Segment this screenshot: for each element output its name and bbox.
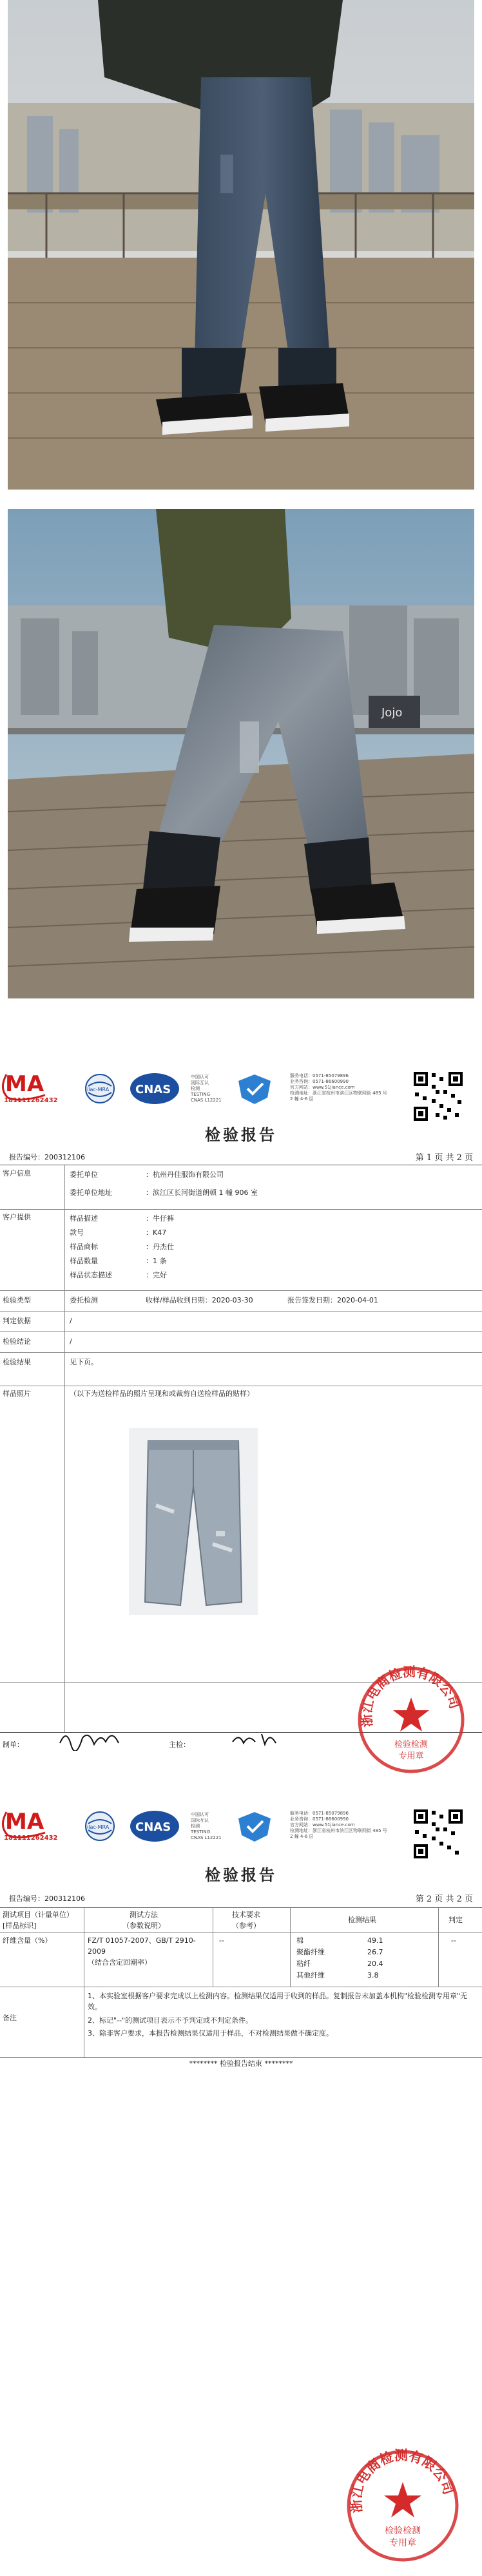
qr-code[interactable] [412, 1808, 464, 1860]
style-label: 款号 [70, 1228, 84, 1237]
checker-signature [229, 1728, 287, 1750]
inspection-seal-2 [342, 2445, 464, 2567]
contact-line: 检测地址：浙江省杭州市滨江区物联网街 485 号 [290, 1091, 387, 1096]
test-type-label: 检验类型 [3, 1296, 31, 1304]
page-indicator: 第 2 页 共 2 页 [415, 1894, 473, 1904]
report-number-value: 200312106 [44, 1894, 85, 1903]
contact-line: 2 幢 4-6 层 [290, 1096, 314, 1102]
judgement: -- [451, 1936, 456, 1945]
cnas-icon [129, 1809, 187, 1844]
fiber-name: 棉 [296, 1936, 304, 1945]
svg-text:ilac-MRA: ilac-MRA [87, 1824, 110, 1830]
brand-label: 样品商标 [70, 1243, 98, 1251]
basis-row [0, 1311, 482, 1332]
ilac-mra-icon [81, 1073, 119, 1105]
sample-info-row [0, 1209, 482, 1291]
received-value: 2020-03-30 [211, 1296, 253, 1304]
client-info-row [0, 1165, 482, 1210]
result-row [0, 1352, 482, 1386]
contact-line: 检测地址：浙江省杭州市滨江区物联网街 485 号 [290, 1828, 387, 1833]
style-value: ：K47 [146, 1228, 167, 1237]
conclusion-label: 检验结论 [3, 1337, 31, 1346]
issued-date [287, 1295, 378, 1306]
cnas-caption: 中国认可 国际互认 检测 TESTING CNAS L12221 [191, 1812, 222, 1840]
report-number [9, 1152, 85, 1162]
contact-info [290, 1073, 387, 1102]
note-item: 1、本实验室根据客户要求完成以上检测内容。检测结果仅适用于收到的样品。复制报告未加盖本机构"检验检测专用章"无效。 [88, 1992, 468, 2011]
issued-value: 2020-04-01 [337, 1296, 378, 1304]
note-item: 2、标记"--"的测试项目表示不予判定或不判定条件。 [88, 2016, 253, 2025]
fiber-value: 49.1 [367, 1936, 383, 1945]
report-title: 检验报告 [205, 1126, 277, 1144]
report-page-1 [0, 1069, 482, 1749]
test-item: 纤维含量（%） [3, 1936, 52, 1945]
seal-ring-text: 浙江电商检测有限公司 [358, 1664, 463, 1728]
report-number [9, 1893, 85, 1903]
conclusion-row [0, 1331, 482, 1353]
fiber-value: 20.4 [367, 1960, 383, 1968]
notes-row [0, 1987, 482, 2057]
ilac-mra-icon [81, 1811, 119, 1843]
sample-jeans-photo [129, 1428, 258, 1615]
header-method: 测试方法 （参数说明） [122, 1911, 165, 1930]
test-type-row [0, 1290, 482, 1312]
svg-text:专用章: 专用章 [389, 2538, 416, 2548]
photo-note: （以下为送检样品的照片呈现和或裁剪自送检样品的贴样） [70, 1389, 254, 1398]
test-requirement: -- [219, 1936, 224, 1945]
contact-line: 业务咨询：0571-86600990 [290, 1079, 349, 1084]
result-value: 见下页。 [70, 1358, 98, 1366]
contact-line: 官方网站：www.51jiance.com [290, 1822, 355, 1827]
client-address-value: ：滨江区长河街道朗顿 1 幢 906 室 [146, 1188, 258, 1197]
svg-text:检验检测: 检验检测 [394, 1740, 429, 1750]
results-header-row [0, 1908, 482, 1933]
report-title: 检验报告 [205, 1866, 277, 1884]
fiber-name: 聚酯纤维 [296, 1948, 325, 1956]
inspection-seal-1 [353, 1662, 469, 1778]
client-unit-label: 委托单位 [70, 1170, 98, 1179]
client-info-label: 客户信息 [3, 1169, 31, 1178]
svg-text:ilac-MRA: ilac-MRA [87, 1087, 110, 1092]
cma-number: 181111262432 [4, 1835, 58, 1842]
test-method: FZ/T 01057-2007、GB/T 2910-2009 （结合含定回潮率） [88, 1936, 196, 1967]
report-number-label: 报告编号： [9, 1153, 44, 1161]
sample-desc-value: ：牛仔裤 [146, 1214, 174, 1223]
cnas-icon [129, 1072, 187, 1107]
svg-text:MA: MA [5, 1071, 44, 1097]
cnas-caption: 中国认可 国际互认 检测 TESTING CNAS L12221 [191, 1074, 222, 1103]
maker-signature [57, 1725, 128, 1751]
sample-info-label: 客户提供 [3, 1213, 31, 1221]
svg-text:检验检测: 检验检测 [385, 2526, 421, 2536]
test-type-value: 委托检测 [70, 1296, 98, 1304]
header-result: 检测结果 [348, 1916, 376, 1924]
contact-line: 官方网站：www.51jiance.com [290, 1085, 355, 1090]
conclusion-value: / [70, 1337, 72, 1346]
report-number-label: 报告编号： [9, 1894, 44, 1903]
header-requirement: 技术要求 （参考） [232, 1911, 260, 1930]
ecommerce-lab-icon [232, 1072, 277, 1107]
contact-info [290, 1811, 387, 1840]
issued-label: 报告签发日期： [287, 1296, 337, 1304]
svg-text:CNAS: CNAS [135, 1083, 171, 1096]
report-number-value: 200312106 [44, 1153, 85, 1161]
client-unit-value: ：杭州丹佳服饰有限公司 [146, 1170, 224, 1179]
fiber-value: 3.8 [367, 1971, 379, 1980]
header-judgement: 判定 [448, 1916, 463, 1924]
svg-text:MA: MA [5, 1809, 44, 1835]
product-photo-1 [8, 0, 474, 490]
svg-text:Jojo: Jojo [381, 706, 403, 720]
checker-label: 主检： [169, 1741, 190, 1749]
fiber-content-row [0, 1932, 482, 1987]
contact-line: 业务咨询：0571-86600990 [290, 1817, 349, 1822]
product-photo-2 [8, 509, 474, 998]
report-table [0, 1165, 482, 1733]
svg-text:CNAS: CNAS [135, 1820, 171, 1834]
qty-value: ：1 条 [146, 1257, 167, 1265]
cma-number: 181111262432 [4, 1097, 58, 1104]
qty-label: 样品数量 [70, 1257, 98, 1265]
fiber-value: 26.7 [367, 1948, 383, 1956]
svg-text:专用章: 专用章 [398, 1751, 424, 1761]
page-indicator: 第 1 页 共 2 页 [415, 1153, 473, 1163]
photo-row [0, 1386, 482, 1682]
qr-code[interactable] [412, 1071, 464, 1122]
state-value: ：完好 [146, 1271, 167, 1279]
received-date [146, 1295, 253, 1306]
results-table [0, 1907, 482, 2058]
header-item: 测试项目（计量单位） [样品标识] [3, 1911, 73, 1930]
notes-label: 备注 [3, 2014, 17, 2022]
fiber-name: 粘纤 [296, 1960, 311, 1968]
contact-line: 服务电话：0571-85079896 [290, 1811, 349, 1816]
fiber-name: 其他纤维 [296, 1971, 325, 1980]
maker-label: 制单： [3, 1741, 24, 1749]
ecommerce-lab-icon [232, 1809, 277, 1844]
basis-value: / [70, 1317, 72, 1325]
report-end: ******** 检验报告结束 ******** [189, 2059, 293, 2068]
contact-line: 2 幢 4-6 层 [290, 1834, 314, 1839]
received-label: 收样/样品收到日期： [146, 1296, 212, 1304]
brand-value: ：丹杰仕 [146, 1243, 174, 1251]
contact-line: 服务电话：0571-85079896 [290, 1073, 349, 1078]
photo-label: 样品照片 [3, 1389, 31, 1398]
note-item: 3、除非客户要求，本报告检测结果仅适用于样品，不对检测结果做不确定度。 [88, 2029, 333, 2037]
client-address-label: 委托单位地址 [70, 1188, 112, 1197]
basis-label: 判定依据 [3, 1317, 31, 1325]
seal-ring-text: 浙江电商检测有限公司 [348, 2447, 457, 2514]
state-label: 样品状态描述 [70, 1271, 112, 1279]
result-label: 检验结果 [3, 1358, 31, 1366]
sample-desc-label: 样品描述 [70, 1214, 98, 1223]
